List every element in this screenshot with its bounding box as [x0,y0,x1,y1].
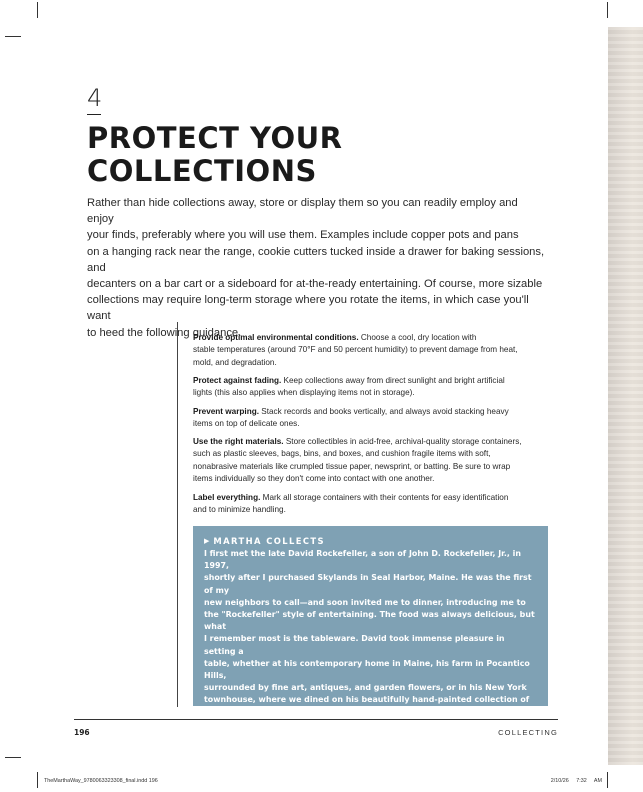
chapter-title [87,122,567,188]
martha-collects-line: I first met the late David Rockefeller, a son of John D. Rockefeller, Jr., in 1997, [204,549,521,571]
tip-body-line: lights (this also applies when displaying items not in storage). [193,388,415,398]
slug-timestamp [551,778,602,784]
martha-collects-heading [204,535,538,547]
crop-mark [607,2,608,18]
intro-line: on a hanging rack near the range, cookie cutters tucked inside a drawer for baking sessions, and [87,245,545,274]
intro-paragraph [87,195,547,341]
tip-body: Mark all storage containers with their contents for easy identification [262,493,509,502]
running-footer: COLLECTING [498,728,558,737]
tip-body-line: stable temperatures (around 70°F and 50 percent humidity) to prevent damage from heat, [193,345,518,355]
martha-collects-line: the "Rockefeller" style of entertaining. The food was always delicious, but what [204,610,535,632]
tip-body-line: items individually so they don't come into contact with one another. [193,473,435,483]
intro-line: to heed the following guidance. [87,326,242,339]
slug-filename: TheMarthaWay_9780063323308_final.indd 196 [44,778,158,784]
crop-mark [37,772,38,788]
tip-body: Store collectibles in acid-free, archival-quality storage containers, [285,437,522,446]
chapter-number-underline [87,114,101,115]
martha-collects-line: food and gracious dining. [204,780,318,790]
martha-collects-line: table, whether at his contemporary home in Maine, his farm in Pocantico Hills, [204,658,530,681]
triangle-right-icon: ▶ [204,537,210,545]
tip-heading: Use the right materials. [193,437,284,446]
tip-body-line: items on top of delicate ones. [193,419,300,429]
tip-label-everything [193,492,553,517]
page-number: 196 [74,728,90,737]
tip-protect-fading [193,375,553,400]
chapter-number: 4 [87,84,103,112]
slug-time: 7:32 AM [576,778,602,784]
martha-collects-line: I remember most is the tableware. David took immense pleasure in setting a [204,634,505,656]
tip-heading: Prevent warping. [193,407,259,416]
chapter-title-line: COLLECTIONS [87,154,317,188]
martha-collects-line: shortly after I purchased Skylands in Seal Harbor, Maine. He was the first of my [204,573,532,595]
tip-heading: Label everything. [193,493,261,502]
tip-body: Keep collections away from direct sunlight and bright artificial [283,376,505,385]
tip-body-line: such as plastic sleeves, bags, bins, and boxes, and cushion fragile items with soft, [193,449,491,459]
martha-collects-title: MARTHA COLLECTS [213,536,325,546]
facing-page-bleed-image [608,27,643,765]
intro-line: Rather than hide collections away, store or display them so you can readily employ and enjoy [87,197,518,226]
crop-mark [607,772,608,788]
tip-right-materials [193,436,553,485]
tip-body: Stack records and books vertically, and always avoid stacking heavy [261,407,509,416]
martha-collects-line: love of nature. Those gatherings left a lasting impression on me, as did [204,744,524,754]
slug-date: 2/10/26 [550,778,569,784]
crop-mark [5,36,21,37]
intro-line: collections may require long-term storage where you rotate the items, in which case you'll want [87,294,529,323]
martha-collects-line: surrounded by fine art, antiques, and garden flowers, or in his New York [204,683,527,693]
crop-mark [37,2,38,18]
tip-prevent-warping [193,406,553,431]
tip-body-line: and to minimize handling. [193,505,286,515]
tip-environmental-conditions [193,332,553,369]
martha-collects-line: (such as the English Derby platter, opposite) that reflected his late wife Peggy's [204,719,525,742]
tip-body: Choose a cool, dry location with [360,333,477,342]
martha-collects-line: townhouse, where we dined on his beautifully hand-painted collection of china [204,695,530,717]
tip-body-line: nonabrasive materials like crumpled tissue paper, newsprint, or batting. Be sure to wrap [193,461,511,471]
crop-mark [5,757,21,758]
chapter-title-line: PROTECT YOUR [87,121,343,155]
tip-body-line: mold, and degradation. [193,357,277,367]
martha-collects-line: David himself—his warmth, his friendship, and his deep appreciation for fine [204,756,527,778]
footer-rule [74,719,558,720]
intro-line: your finds, preferably where you will use them. Examples include copper pots and pans [87,229,519,242]
intro-line: decanters on a bar cart or a sideboard for at-the-ready entertaining. Of course, more sizable [87,278,543,291]
tip-heading: Protect against fading. [193,376,282,385]
martha-collects-text [204,548,538,792]
martha-collects-line: new neighbors to call—and soon invited me to dinner, introducing me to [204,597,526,607]
tip-heading: Provide optimal environmental conditions. [193,333,359,342]
